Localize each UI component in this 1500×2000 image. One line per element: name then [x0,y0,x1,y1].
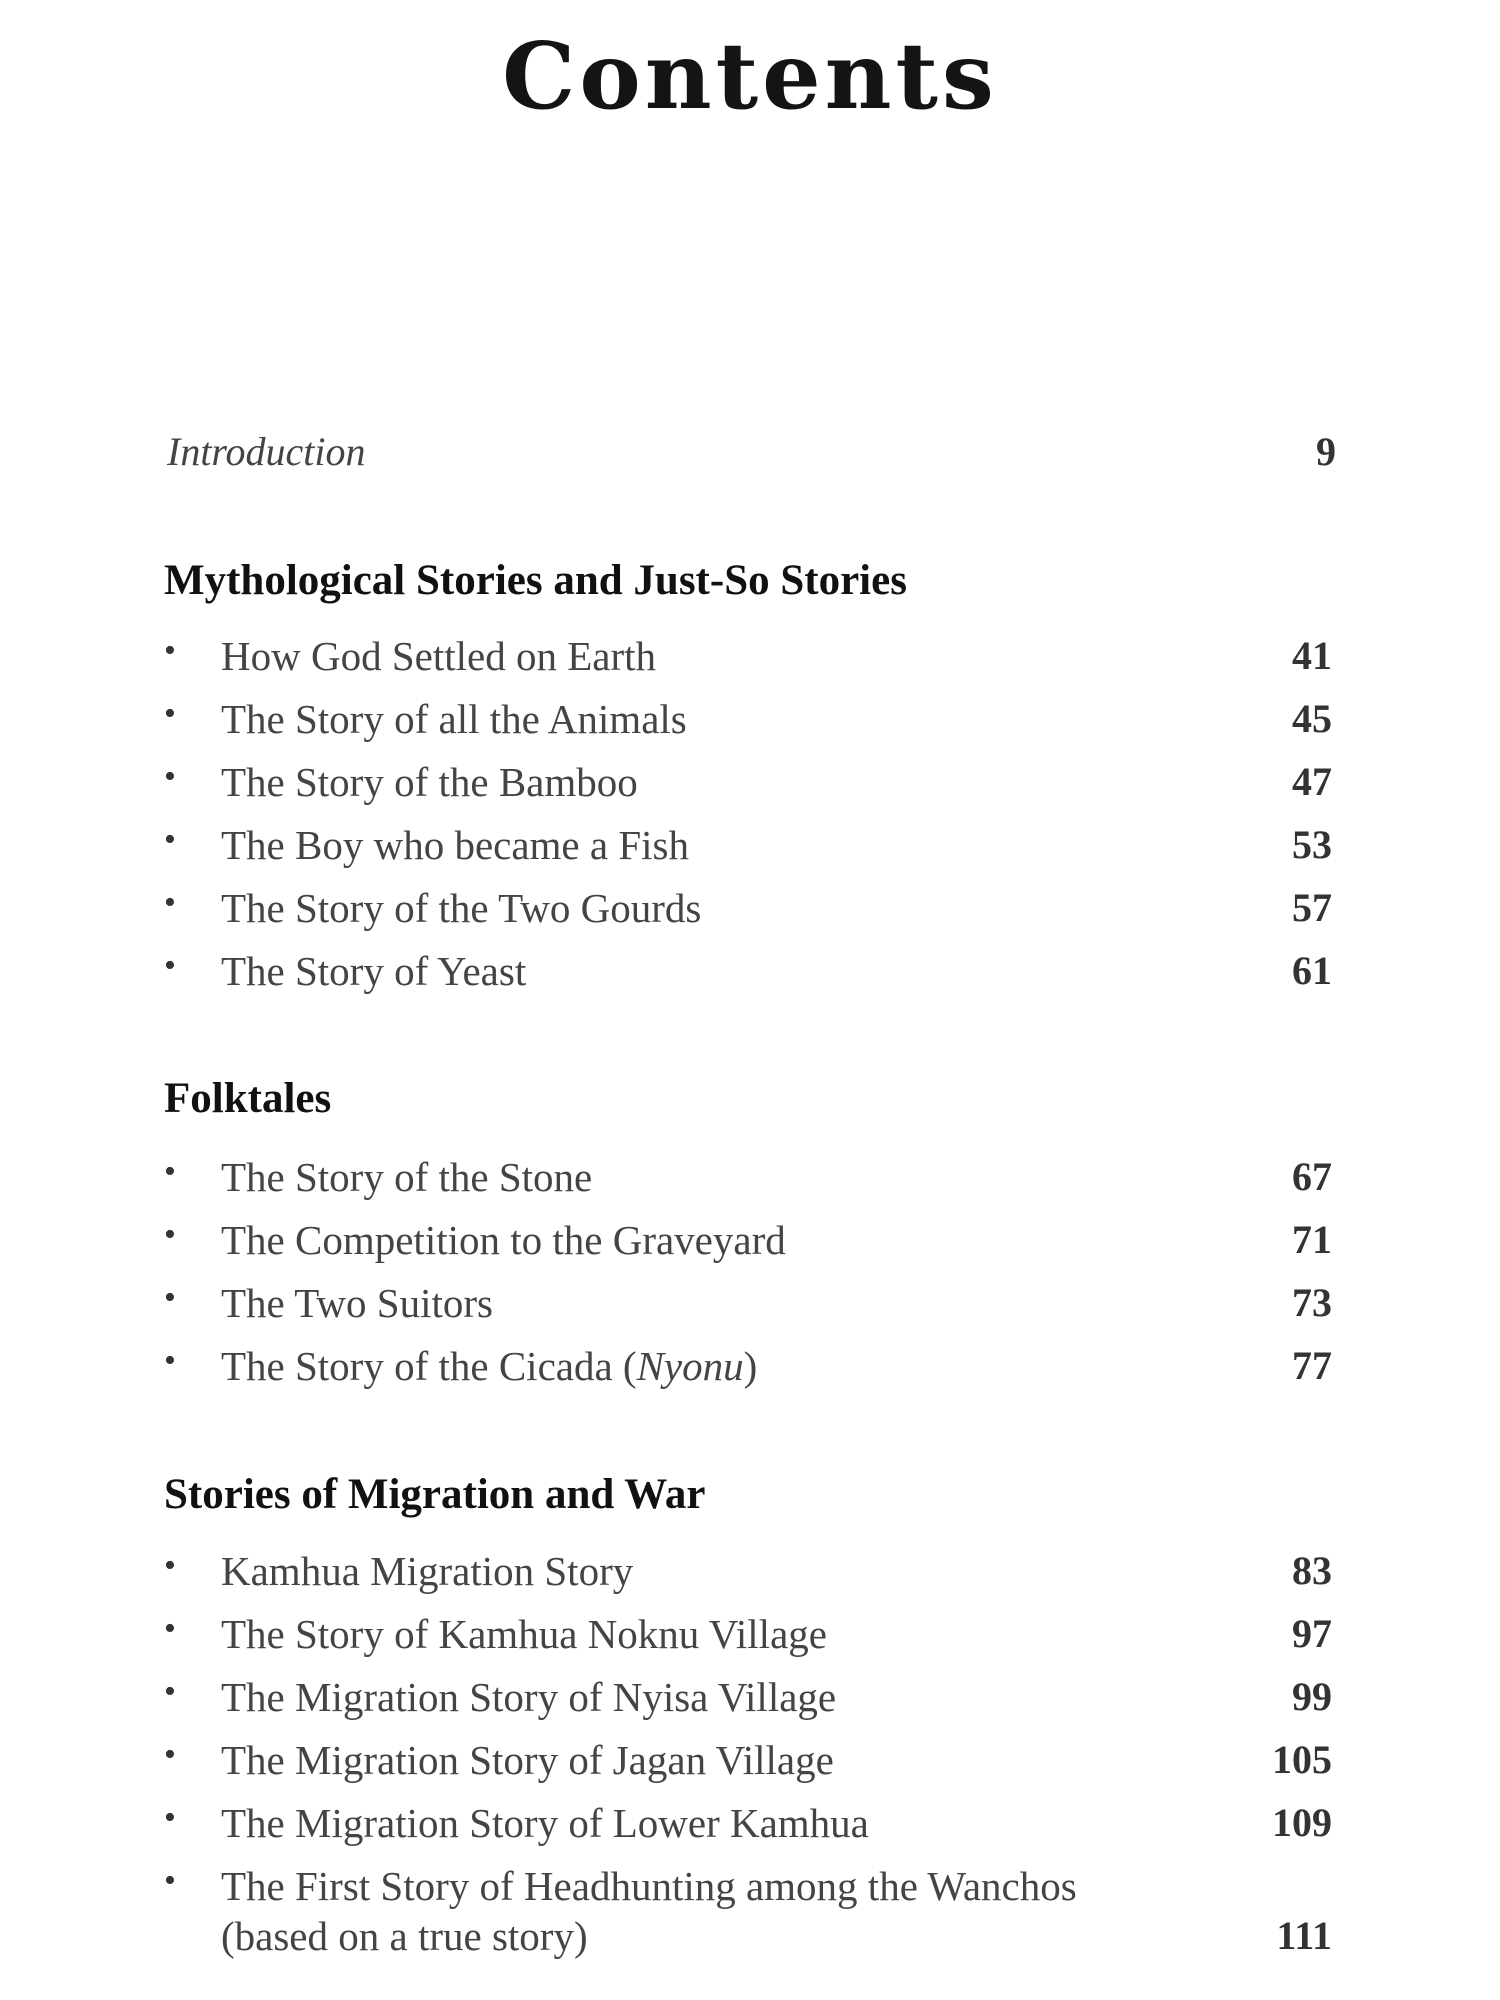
bullet-icon: • [164,1279,176,1316]
entry-page-number: 97 [1292,1611,1332,1656]
entry-title: The Two Suitors [221,1280,493,1326]
entry-title: How God Settled on Earth [221,633,656,679]
section-heading-migration-war: Stories of Migration and War [164,1471,706,1518]
bullet-icon: • [164,1153,176,1190]
page-title: Contents [502,22,998,130]
entry-title: The Story of Yeast [221,948,527,994]
bullet-icon: • [164,1342,176,1379]
entry-title-suffix: ) [743,1343,758,1389]
entry-title: The Competition to the Graveyard [221,1217,786,1263]
bullet-icon: • [164,1799,176,1836]
entry-title-italic: Nyonu [636,1343,744,1389]
bullet-icon: • [164,695,176,732]
introduction-page-number: 9 [1316,429,1336,474]
bullet-icon: • [164,1736,176,1773]
bullet-icon: • [164,632,176,669]
section-heading-folktales: Folktales [164,1075,332,1122]
bullet-icon: • [164,884,176,921]
bullet-icon: • [164,758,176,795]
entry-page-number: 57 [1292,885,1332,930]
entry-page-number: 77 [1292,1343,1332,1388]
entry-page-number: 83 [1292,1548,1332,1593]
bullet-icon: • [164,1862,176,1899]
entry-title: The Boy who became a Fish [221,822,689,868]
entry-title: The Story of the Two Gourds [221,885,702,931]
entry-title: The Story of Kamhua Noknu Village [221,1611,827,1657]
bullet-icon: • [164,1216,176,1253]
bullet-icon: • [164,1547,176,1584]
entry-page-number: 47 [1292,759,1332,804]
introduction-label: Introduction [167,429,366,474]
entry-page-number: 45 [1292,696,1332,741]
entry-title-prefix: The Story of the Cicada ( [221,1343,637,1389]
entry-title: The Story of the Bamboo [221,759,638,805]
entry-subtitle: (based on a true story) [221,1913,588,1959]
entry-page-number: 67 [1292,1154,1332,1199]
entry-title: The Story of the Stone [221,1154,593,1200]
entry-title: The Migration Story of Nyisa Village [221,1674,837,1720]
entry-page-number: 53 [1292,822,1332,867]
entry-title: Kamhua Migration Story [221,1548,634,1594]
toc-introduction [0,428,1500,488]
bullet-icon: • [164,947,176,984]
bullet-icon: • [164,821,176,858]
entry-title: The First Story of Headhunting among the Wanchos [221,1863,1077,1909]
entry-page-number: 99 [1292,1674,1332,1719]
entry-page-number: 61 [1292,948,1332,993]
bullet-icon: • [164,1673,176,1710]
entry-title: The Story of all the Animals [221,696,687,742]
entry-page-number: 41 [1292,633,1332,678]
bullet-icon: • [164,1610,176,1647]
entry-page-number: 111 [1276,1913,1332,1958]
entry-page-number: 73 [1292,1280,1332,1325]
entry-page-number: 109 [1272,1800,1332,1845]
section-heading-mythological: Mythological Stories and Just-So Stories [164,557,907,604]
entry-title: The Migration Story of Jagan Village [221,1737,834,1783]
entry-title: The Migration Story of Lower Kamhua [221,1800,869,1846]
entry-title [221,1342,757,1390]
entry-page-number: 105 [1272,1737,1332,1782]
entry-page-number: 71 [1292,1217,1332,1262]
